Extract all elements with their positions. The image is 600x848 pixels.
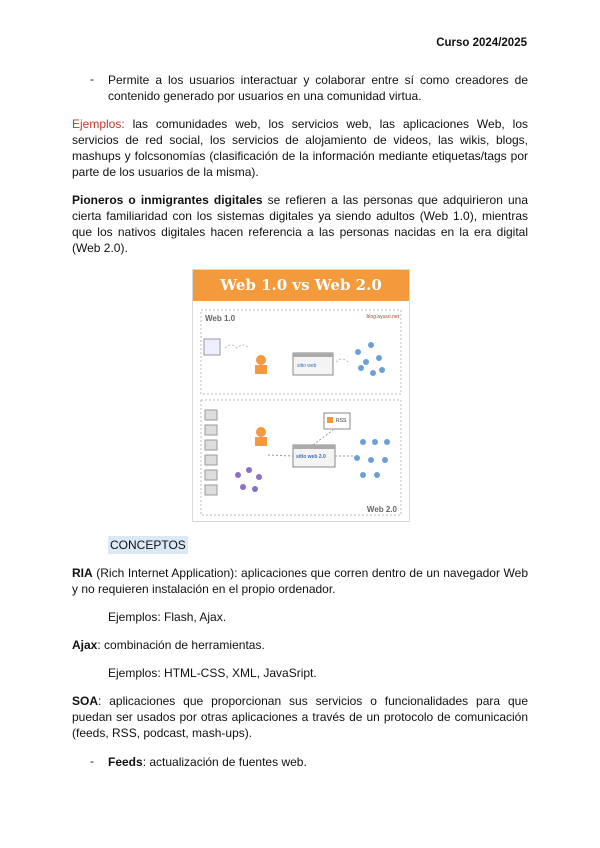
- ria-paragraph: [72, 565, 528, 597]
- soa-term: SOA: [72, 694, 99, 708]
- soa-paragraph: [72, 693, 528, 741]
- pioneers-paragraph: [72, 192, 528, 256]
- examples-paragraph: [72, 116, 528, 180]
- ajax-paragraph: [72, 637, 528, 653]
- site-label: sitio web: [297, 363, 317, 369]
- rss-label: RSS: [336, 418, 347, 424]
- feeds-item: [108, 754, 307, 770]
- examples-label: Ejemplos:: [72, 117, 125, 131]
- feeds-term: Feeds: [108, 755, 143, 769]
- soa-text: : aplicaciones que proporcionan sus servicios o funcionalidades para que puedan ser usados por otras aplicaciones a través de un protocolo de comunicación (feeds, RSS, podcast, mash-ups).: [72, 694, 528, 740]
- concepts-heading: CONCEPTOS: [110, 538, 186, 552]
- examples-text: las comunidades web, los servicios web, las aplicaciones Web, los servicios de red social, los servicios de alojamiento de videos, las wikis, blogs, mashups y folcsonomías (clasificación de la información mediante etiquetas/tags por parte de los usuarios de la misma).: [72, 117, 528, 179]
- web1-label: Web 1.0: [205, 314, 236, 323]
- feeds-dash: -: [90, 754, 94, 768]
- ajax-text: : combinación de herramientas.: [97, 638, 265, 652]
- ria-text: (Rich Internet Application): aplicaciones que corren dentro de un navegador Web y no requieren instalación en el propio ordenador.: [72, 566, 528, 596]
- blog-logo: blog.ayuso.net: [366, 314, 399, 320]
- diagram-illustration: [193, 270, 409, 521]
- diagram-title: Web 1.0 vs Web 2.0: [193, 270, 409, 301]
- pioneers-text: se refieren a las personas que adquirieron una cierta familiaridad con los sistemas digitales ya siendo adultos (Web 1.0), mientras que los nativos digitales hacen referencia a las personas nacidas en la era digital (Web 2.0).: [72, 193, 528, 255]
- bullet-dash: -: [90, 72, 94, 86]
- bullet-users-collaborate: Permite a los usuarios interactuar y colaborar entre sí como creadores de contenido generado por usuarios en una comunidad virtua.: [108, 73, 528, 103]
- ajax-examples: Ejemplos: HTML-CSS, XML, JavaSript.: [108, 666, 317, 680]
- feeds-text: : actualización de fuentes web.: [142, 755, 307, 769]
- ria-examples: Ejemplos: Flash, Ajax.: [108, 610, 227, 624]
- web1-vs-web2-diagram: [192, 269, 410, 522]
- pioneers-term: Pioneros o inmigrantes digitales: [72, 193, 263, 207]
- site2-label: sitio web 2.0: [296, 454, 326, 460]
- ria-term: RIA: [72, 566, 93, 580]
- ajax-term: Ajax: [72, 638, 98, 652]
- web2-label: Web 2.0: [366, 505, 397, 514]
- course-header: Curso 2024/2025: [436, 37, 527, 49]
